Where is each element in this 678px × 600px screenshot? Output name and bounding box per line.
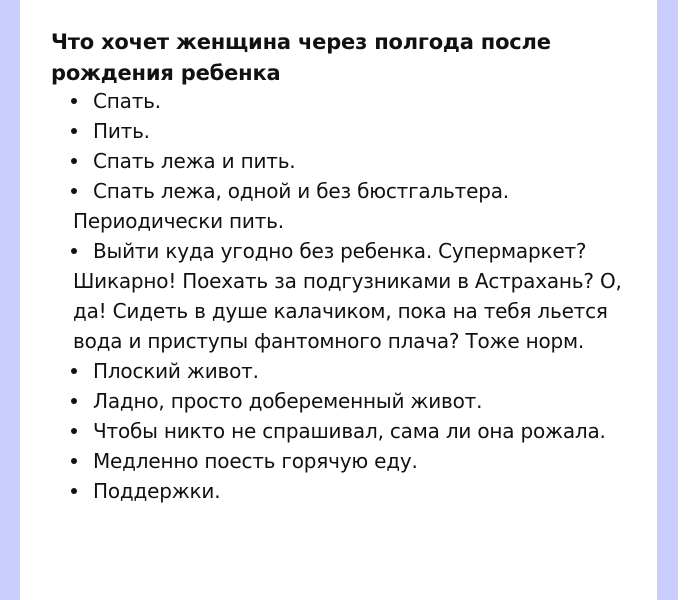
list-item bbox=[51, 476, 641, 506]
list-item-text: Поддержки. bbox=[93, 479, 221, 503]
list-item-text: Пить. bbox=[93, 119, 150, 143]
bullet-icon bbox=[71, 248, 77, 254]
content-card bbox=[20, 0, 657, 600]
list-item bbox=[51, 116, 641, 146]
wishes-list bbox=[51, 86, 641, 506]
bullet-icon bbox=[71, 188, 77, 194]
bullet-icon bbox=[71, 428, 77, 434]
list-item-text: Плоский живот. bbox=[93, 359, 259, 383]
bullet-icon bbox=[71, 158, 77, 164]
list-item bbox=[51, 176, 641, 236]
list-item bbox=[51, 446, 641, 476]
bullet-icon bbox=[71, 98, 77, 104]
list-item-text: Спать. bbox=[93, 89, 161, 113]
list-title: Что хочет женщина через полгода после рождения ребенка bbox=[51, 30, 551, 85]
bullet-icon bbox=[71, 488, 77, 494]
bullet-icon bbox=[71, 128, 77, 134]
list-item-text: Ладно, просто добеременный живот. bbox=[93, 389, 483, 413]
list-item bbox=[51, 386, 641, 416]
list-item-text: Чтобы никто не спрашивал, сама ли она рожала. bbox=[93, 419, 606, 443]
bullet-icon bbox=[71, 368, 77, 374]
bullet-icon bbox=[71, 398, 77, 404]
list-item bbox=[51, 146, 641, 176]
bullet-icon bbox=[71, 458, 77, 464]
list-item-text: Спать лежа и пить. bbox=[93, 149, 296, 173]
list-item bbox=[51, 416, 641, 446]
list-item-text: Медленно поесть горячую еду. bbox=[93, 449, 418, 473]
list-item-text: Спать лежа, одной и без бюстгальтера. Периодически пить. bbox=[73, 179, 509, 233]
list-item-text: Выйти куда угодно без ребенка. Супермаркет? Шикарно! Поехать за подгузниками в Астрахань? О, да! Сидеть в душе калачиком, пока на тебя льется вода и приступы фантомного плача? Тоже норм. bbox=[73, 239, 622, 353]
list-item bbox=[51, 356, 641, 386]
list-item bbox=[51, 236, 641, 356]
list-item bbox=[51, 86, 641, 116]
